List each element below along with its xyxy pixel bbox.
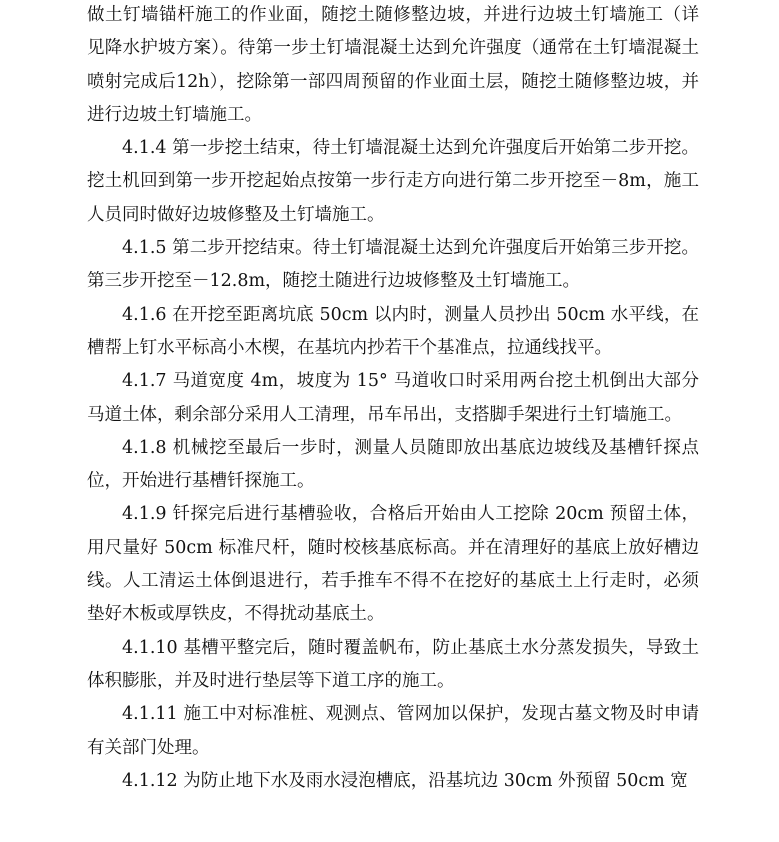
paragraph-4-1-9: 4.1.9 钎探完后进行基槽验收，合格后开始由人工挖除 20cm 预留土体，用尺量好 50cm 标准尺杆，随时校核基底标高。并在清理好的基底上放好槽边线。人工清运土体倒退进行，若手推车不得不在挖好的基底土上行走时，必须垫好木板或厚铁皮，不得扰动基底土。	[87, 504, 699, 625]
paragraph-4-1-5: 4.1.5 第二步开挖结束。待土钉墙混凝土达到允许强度后开始第三步开挖。第三步开挖至－12.8m，随挖土随进行边坡修整及土钉墙施工。	[87, 238, 699, 292]
paragraph-4-1-12: 4.1.12 为防止地下水及雨水浸泡槽底，沿基坑边 30cm 外预留 50cm 宽	[122, 770, 688, 791]
paragraph-4-1-4: 4.1.4 第一步挖土结束，待土钉墙混凝土达到允许强度后开始第二步开挖。挖土机回到第一步开挖起始点按第一步行走方向进行第二步开挖至－8m，施工人员同时做好边坡修整及土钉墙施工。	[87, 138, 699, 225]
paragraph-4-1-6: 4.1.6 在开挖至距离坑底 50cm 以内时，测量人员抄出 50cm 水平线，在槽帮上钉水平标高小木楔，在基坑内抄若干个基准点，拉通线找平。	[87, 304, 699, 358]
paragraph-continued: 做土钉墙锚杆施工的作业面，随挖土随修整边坡，并进行边坡土钉墙施工（详见降水护坡方案）。待第一步土钉墙混凝土达到允许强度（通常在土钉墙混凝土喷射完成后12h），挖除第一部四周预留的作业面土层，随挖土随修整边坡，并进行边坡土钉墙施工。	[87, 5, 699, 125]
document-page	[87, 0, 699, 842]
paragraph-4-1-7: 4.1.7 马道宽度 4m，坡度为 15° 马道收口时采用两台挖土机倒出大部分马道土体，剩余部分采用人工清理，吊车吊出，支搭脚手架进行土钉墙施工。	[87, 371, 699, 425]
paragraph-4-1-11: 4.1.11 施工中对标准桩、观测点、管网加以保护，发现古墓文物及时申请有关部门处理。	[87, 704, 699, 758]
paragraph-4-1-8: 4.1.8 机械挖至最后一步时，测量人员随即放出基底边坡线及基槽钎探点位，开始进行基槽钎探施工。	[87, 437, 699, 492]
paragraph-4-1-10: 4.1.10 基槽平整完后，随时覆盖帆布，防止基底土水分蒸发损失，导致土体积膨胀，并及时进行垫层等下道工序的施工。	[87, 637, 699, 691]
